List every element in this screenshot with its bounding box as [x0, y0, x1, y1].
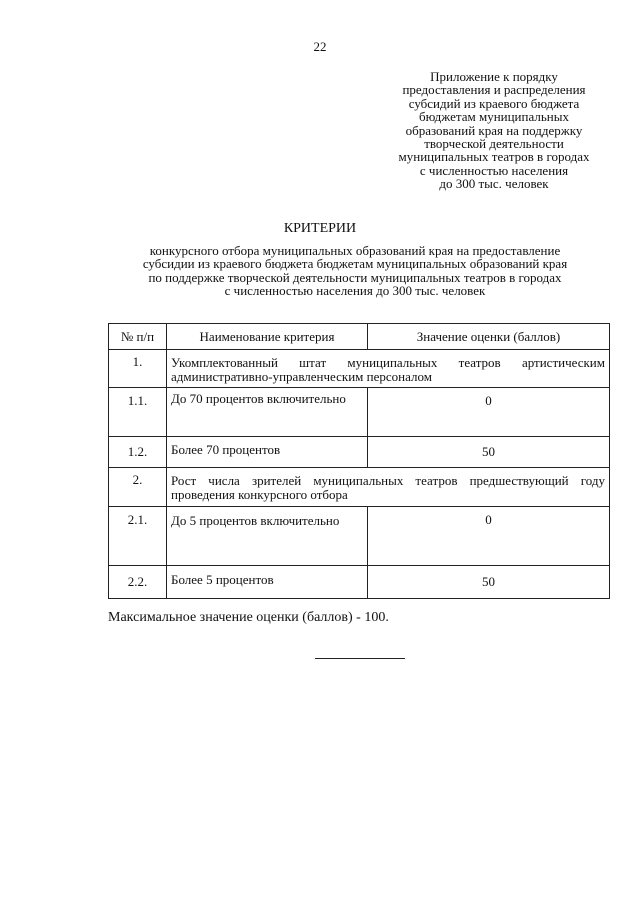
item-value: 50	[368, 565, 610, 598]
appendix-line: субсидий из краевого бюджета	[408, 95, 580, 111]
end-divider	[315, 658, 405, 659]
item-label: До 70 процентов включительно	[167, 388, 368, 437]
subtitle-line: конкурсного отбора муниципальных образований края на предоставление	[149, 243, 561, 258]
header-score-value: Значение оценки (баллов)	[368, 324, 610, 350]
appendix-line: до 300 тыс. человек	[439, 176, 549, 191]
group-number: 2.	[109, 468, 167, 506]
item-number: 1.1.	[109, 388, 167, 437]
appendix-line: Приложение к порядку	[430, 69, 558, 84]
item-value: 0	[368, 388, 610, 437]
page-number: 22	[313, 39, 327, 54]
table-row-group	[109, 468, 610, 506]
item-value: 50	[368, 437, 610, 468]
appendix-line: муниципальных театров в городах	[398, 149, 590, 165]
item-number: 1.2.	[109, 437, 167, 468]
appendix-line: образований края на поддержку	[405, 122, 583, 138]
item-number: 2.1.	[109, 506, 167, 565]
table-row	[109, 388, 610, 437]
table-row	[109, 565, 610, 598]
item-label: До 5 процентов включительно	[167, 506, 368, 565]
table-row	[109, 506, 610, 565]
appendix-line: с численностью населения	[419, 162, 569, 178]
group-criterion-text: Укомплектованный штат муниципальных театров артистическим административно-управленческим персоналом	[167, 350, 610, 388]
appendix-line: творческой деятельности	[424, 135, 564, 151]
group-criterion-text: Рост числа зрителей муниципальных театров предшествующий году проведения конкурсного отбора	[167, 468, 610, 506]
document-title: КРИТЕРИИ	[283, 221, 357, 236]
subtitle-line: субсидии из краевого бюджета бюджетам муниципальных образований края	[142, 256, 568, 272]
item-number: 2.2.	[109, 565, 167, 598]
appendix-line: предоставления и распределения	[402, 82, 586, 98]
header-criterion-name: Наименование критерия	[167, 324, 368, 350]
group-number: 1.	[109, 350, 167, 388]
table-header-row	[109, 324, 610, 350]
item-value: 0	[368, 506, 610, 565]
subtitle-line: с численностью населения до 300 тыс. человек	[224, 283, 486, 299]
appendix-line: бюджетам муниципальных	[419, 109, 569, 125]
appendix-note	[368, 70, 620, 190]
table-row	[109, 437, 610, 468]
max-score-note: Максимальное значение оценки (баллов) - 100.	[108, 610, 389, 625]
item-label: Более 70 процентов	[167, 437, 368, 468]
criteria-table	[108, 323, 610, 599]
header-num: № п/п	[109, 324, 167, 350]
table-row-group	[109, 350, 610, 388]
subtitle-line: по поддержке творческой деятельности муниципальных театров в городах	[148, 269, 562, 285]
document-subtitle	[95, 244, 615, 298]
item-label: Более 5 процентов	[167, 565, 368, 598]
